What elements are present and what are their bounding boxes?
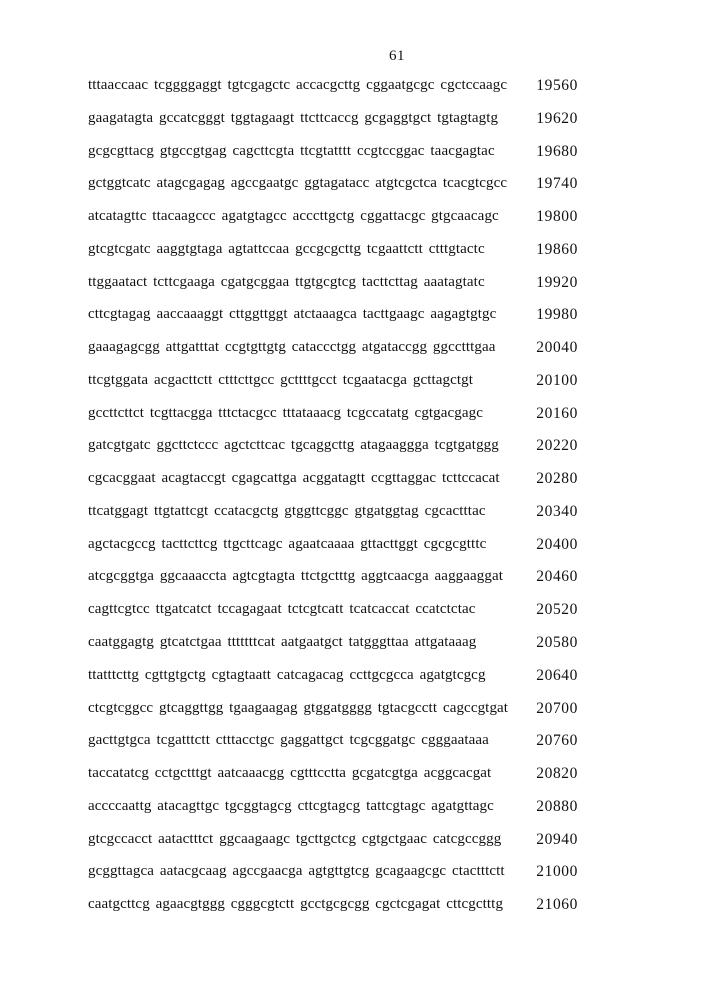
sequence-line <box>0 762 718 795</box>
sequence-text: taccatatcg cctgctttgt aatcaaacgg cgtttcctta gcgatcgtga acggcacgat <box>88 765 492 782</box>
sequence-text: gaagatagta gccatcgggt tggtagaagt ttcttcaccg gcgaggtgct tgtagtagtg <box>88 109 499 126</box>
sequence-line <box>0 205 718 238</box>
sequence-text: gacttgtgca tcgatttctt ctttacctgc gaggattgct tcgcggatgc cgggaataaa <box>88 732 489 749</box>
sequence-line <box>0 500 718 533</box>
sequence-text: gcgcgttacg gtgccgtgag cagcttcgta ttcgtatttt ccgtccggac taacgagtac <box>88 142 495 159</box>
sequence-line <box>0 664 718 697</box>
sequence-position: 20700 <box>536 699 578 717</box>
sequence-line <box>0 271 718 304</box>
sequence-position: 19680 <box>536 142 578 160</box>
sequence-position: 19980 <box>536 306 578 324</box>
sequence-position: 20520 <box>536 601 578 619</box>
sequence-text: cttcgtagag aaccaaaggt cttggttggt atctaaagca tacttgaagc aagagtgtgc <box>88 306 497 323</box>
sequence-text: cagttcgtcc ttgatcatct tccagagaat tctcgtcatt tcatcaccat ccatctctac <box>88 601 476 618</box>
sequence-position: 20580 <box>536 634 578 652</box>
sequence-position: 20640 <box>536 666 578 684</box>
sequence-line <box>0 434 718 467</box>
sequence-position: 20460 <box>536 568 578 586</box>
sequence-position: 19920 <box>536 273 578 291</box>
sequence-line <box>0 303 718 336</box>
sequence-position: 20160 <box>536 404 578 422</box>
sequence-text: gtcgtcgatc aaggtgtaga agtattccaa gccgcgcttg tcgaattctt ctttgtactc <box>88 240 485 257</box>
sequence-text: caatgcttcg agaacgtggg cgggcgtctt gcctgcgcgg cgctcgagat cttcgctttg <box>88 896 504 913</box>
sequence-line <box>0 697 718 730</box>
sequence-line <box>0 533 718 566</box>
sequence-position: 21000 <box>536 863 578 881</box>
sequence-line <box>0 467 718 500</box>
sequence-text: gtcgccacct aatactttct ggcaagaagc tgcttgctcg cgtgctgaac catcgccggg <box>88 830 502 847</box>
sequence-line <box>0 369 718 402</box>
sequence-position: 20280 <box>536 470 578 488</box>
sequence-text: ttcgtggata acgacttctt ctttcttgcc gcttttgcct tcgaatacga gcttagctgt <box>88 371 474 388</box>
sequence-position: 19740 <box>536 175 578 193</box>
sequence-line <box>0 893 718 926</box>
sequence-line <box>0 631 718 664</box>
sequence-line <box>0 140 718 173</box>
sequence-position: 20220 <box>536 437 578 455</box>
sequence-line <box>0 598 718 631</box>
sequence-text: tttaaccaac tcggggaggt tgtcgagctc accacgcttg cggaatgcgc cgctccaagc <box>88 77 508 93</box>
sequence-text: gcggttagca aatacgcaag agccgaacga agtgttgtcg gcagaagcgc ctactttctt <box>88 863 505 880</box>
sequence-text: agctacgccg tacttcttcg ttgcttcagc agaatcaaaa gttacttggt cgcgcgtttc <box>88 535 487 552</box>
sequence-text: caatggagtg gtcatctgaa tttttttcat aatgaatgct tatgggttaa attgataaag <box>88 634 477 651</box>
sequence-position: 19620 <box>536 109 578 127</box>
sequence-line <box>0 402 718 435</box>
sequence-position: 20340 <box>536 502 578 520</box>
sequence-line <box>0 336 718 369</box>
sequence-text: gaaagagcgg attgatttat ccgtgttgtg cataccctgg atgataccgg ggcctttgaa <box>88 339 496 356</box>
sequence-text: ttggaatact tcttcgaaga cgatgcggaa ttgtgcgtcg tacttcttag aaatagtatc <box>88 273 485 290</box>
sequence-text: atcgcggtga ggcaaaccta agtcgtagta ttctgctttg aggtcaacga aaggaaggat <box>88 568 504 585</box>
sequence-position: 19860 <box>536 240 578 258</box>
sequence-text: ttatttcttg cgttgtgctg cgtagtaatt catcagacag ccttgcgcca agatgtcgcg <box>88 666 486 683</box>
sequence-text: ttcatggagt ttgtattcgt ccatacgctg gtggttcggc gtgatggtag cgcactttac <box>88 502 486 519</box>
sequence-line <box>0 795 718 828</box>
sequence-position: 19560 <box>536 77 578 94</box>
sequence-position: 19800 <box>536 208 578 226</box>
sequence-position: 20760 <box>536 732 578 750</box>
sequence-text: atcatagttc ttacaagccc agatgtagcc acccttgctg cggattacgc gtgcaacagc <box>88 208 499 225</box>
sequence-text: ctcgtcggcc gtcaggttgg tgaagaagag gtggatgggg tgtacgcctt cagccgtgat <box>88 699 509 716</box>
sequence-line <box>0 172 718 205</box>
sequence-position: 20880 <box>536 797 578 815</box>
sequence-line <box>0 238 718 271</box>
sequence-text: accccaattg atacagttgc tgcggtagcg cttcgtagcg tattcgtagc agatgttagc <box>88 797 494 814</box>
sequence-text: gatcgtgatc ggcttctccc agctcttcac tgcaggcttg atagaaggga tcgtgatggg <box>88 437 499 454</box>
sequence-position: 20100 <box>536 371 578 389</box>
sequence-line <box>0 860 718 893</box>
sequence-line <box>0 74 718 107</box>
page-number: 61 <box>389 48 405 64</box>
sequence-listing <box>0 74 718 926</box>
sequence-position: 20940 <box>536 830 578 848</box>
sequence-position: 20820 <box>536 765 578 783</box>
sequence-line <box>0 828 718 861</box>
sequence-line <box>0 107 718 140</box>
sequence-text: cgcacggaat acagtaccgt cgagcattga acggatagtt ccgttaggac tcttccacat <box>88 470 500 487</box>
sequence-text: gctggtcatc atagcgagag agccgaatgc ggtagatacc atgtcgctca tcacgtcgcc <box>88 175 508 192</box>
sequence-line <box>0 729 718 762</box>
sequence-text: gccttcttct tcgttacgga tttctacgcc tttataaacg tcgccatatg cgtgacgagc <box>88 404 484 421</box>
sequence-line <box>0 565 718 598</box>
sequence-position: 21060 <box>536 896 578 914</box>
sequence-position: 20040 <box>536 339 578 357</box>
sequence-position: 20400 <box>536 535 578 553</box>
